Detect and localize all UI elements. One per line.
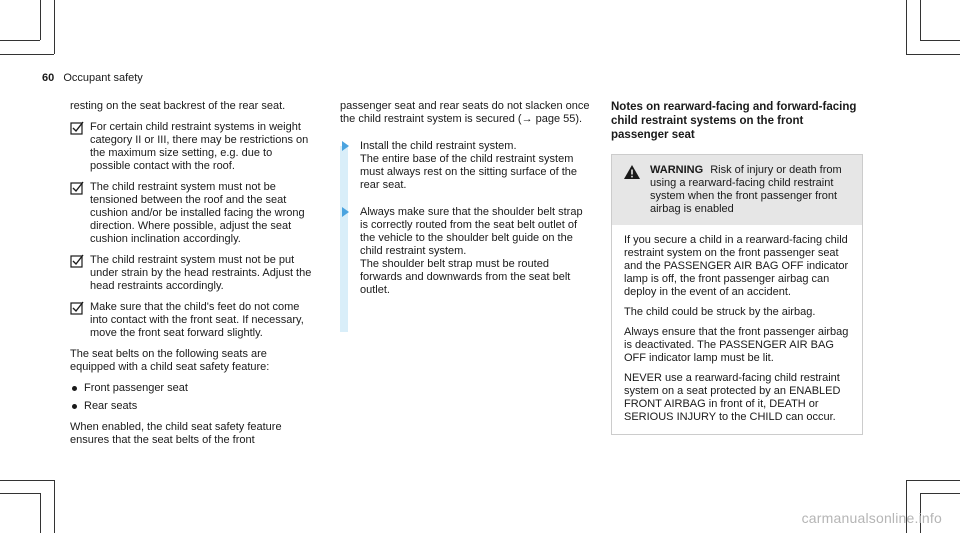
crop-mark xyxy=(0,40,40,41)
bullet-dot xyxy=(72,404,77,409)
crop-mark xyxy=(0,480,54,481)
warning-body xyxy=(612,225,862,434)
page-number: 60 xyxy=(42,72,55,84)
checkbox-tick-icon xyxy=(70,121,84,135)
paragraph: The seat belts on the following seats are equipped with a child seat safety feature: xyxy=(70,348,270,373)
watermark: carmanualsonline.info xyxy=(801,510,942,526)
warning-paragraph: NEVER use a rearward-facing child restraint system on a seat protected by an ENABLED FRONT AIRBAG in front of it, DEATH or SERIOUS INJURY to the CHILD can occur. xyxy=(624,372,841,423)
crop-mark xyxy=(40,493,41,533)
crop-mark xyxy=(0,54,54,55)
crop-mark xyxy=(920,0,921,40)
crop-mark xyxy=(906,480,960,481)
arrow-step-icon xyxy=(342,207,349,217)
checklist-text: The child restraint system must not be put under strain by the head restraints. Adjust the head restraints accordingly. xyxy=(90,254,312,292)
crop-mark xyxy=(54,480,55,533)
column-2 xyxy=(340,100,590,311)
paragraph: resting on the seat backrest of the rear seat. xyxy=(70,100,286,112)
crop-mark xyxy=(54,0,55,54)
checklist-text: For certain child restraint systems in weight category II or III, there may be restrictions on the maximum size setting, e.g. due to possible contact with the roof. xyxy=(90,121,309,172)
column-1 xyxy=(70,100,315,455)
list-item xyxy=(70,400,315,413)
warning-paragraph: The child could be struck by the airbag. xyxy=(624,306,816,318)
instruction-step xyxy=(340,140,590,192)
step-body: The shoulder belt strap must be routed forwards and downwards from the seat belt outlet. xyxy=(360,258,571,296)
warning-summary: Risk of injury or death from using a rearward-facing child restraint system when the front passenger front airbag is enabled xyxy=(650,164,842,215)
crop-mark xyxy=(0,493,40,494)
checklist-item xyxy=(70,121,315,173)
section-title: Occupant safety xyxy=(63,72,143,84)
checkbox-tick-icon xyxy=(70,254,84,268)
crop-mark xyxy=(40,0,41,40)
paragraph: When enabled, the child seat safety feature ensures that the seat belts of the front xyxy=(70,421,282,446)
warning-header xyxy=(612,155,862,225)
crop-mark xyxy=(906,0,907,54)
page-header xyxy=(42,72,143,84)
bullet-dot xyxy=(72,386,77,391)
paragraph: passenger seat and rear seats do not slacken once the child restraint system is secured (→ page 55). xyxy=(340,100,590,125)
crop-mark xyxy=(920,493,960,494)
checklist-text: The child restraint system must not be tensioned between the roof and the seat cushion and/or be installed facing the wrong direction. Where possible, adjust the seat cushion inclination accordingly. xyxy=(90,181,305,245)
arrow-step-icon xyxy=(342,141,349,151)
warning-label: WARNING xyxy=(650,164,704,176)
checklist-text: Make sure that the child's feet do not come into contact with the front seat. If necessary, move the front seat forward slightly. xyxy=(90,301,304,339)
checklist-item xyxy=(70,254,315,293)
checklist-item xyxy=(70,181,315,246)
step-title: Always make sure that the shoulder belt strap is correctly routed from the seat belt outlet of the vehicle to the shoulder belt guide on the child restraint system. xyxy=(360,206,583,257)
step-body: The entire base of the child restraint system must always rest on the sitting surface of the rear seat. xyxy=(360,153,578,191)
warning-paragraph: Always ensure that the front passenger airbag is deactivated. The PASSENGER AIR BAG OFF indicator lamp must be lit. xyxy=(624,326,849,364)
checkbox-tick-icon xyxy=(70,181,84,195)
checkbox-tick-icon xyxy=(70,301,84,315)
list-item-text: Front passenger seat xyxy=(84,382,188,394)
warning-triangle-icon xyxy=(624,165,640,179)
step-title: Install the child restraint system. xyxy=(360,140,517,152)
notes-heading: Notes on rearward-facing and forward-facing child restraint systems on the front passenger seat xyxy=(611,101,857,141)
warning-box xyxy=(611,154,863,435)
warning-paragraph: If you secure a child in a rearward-facing child restraint system on the front passenger seat and the PASSENGER AIR BAG OFF indicator lamp is off, the front passenger airbag can deploy in the event of an accident. xyxy=(624,234,849,298)
instruction-step xyxy=(340,206,590,297)
crop-mark xyxy=(906,54,960,55)
list-item xyxy=(70,382,315,395)
checklist-item xyxy=(70,301,315,340)
list-item-text: Rear seats xyxy=(84,400,138,412)
crop-mark xyxy=(920,40,960,41)
column-3 xyxy=(611,100,863,435)
